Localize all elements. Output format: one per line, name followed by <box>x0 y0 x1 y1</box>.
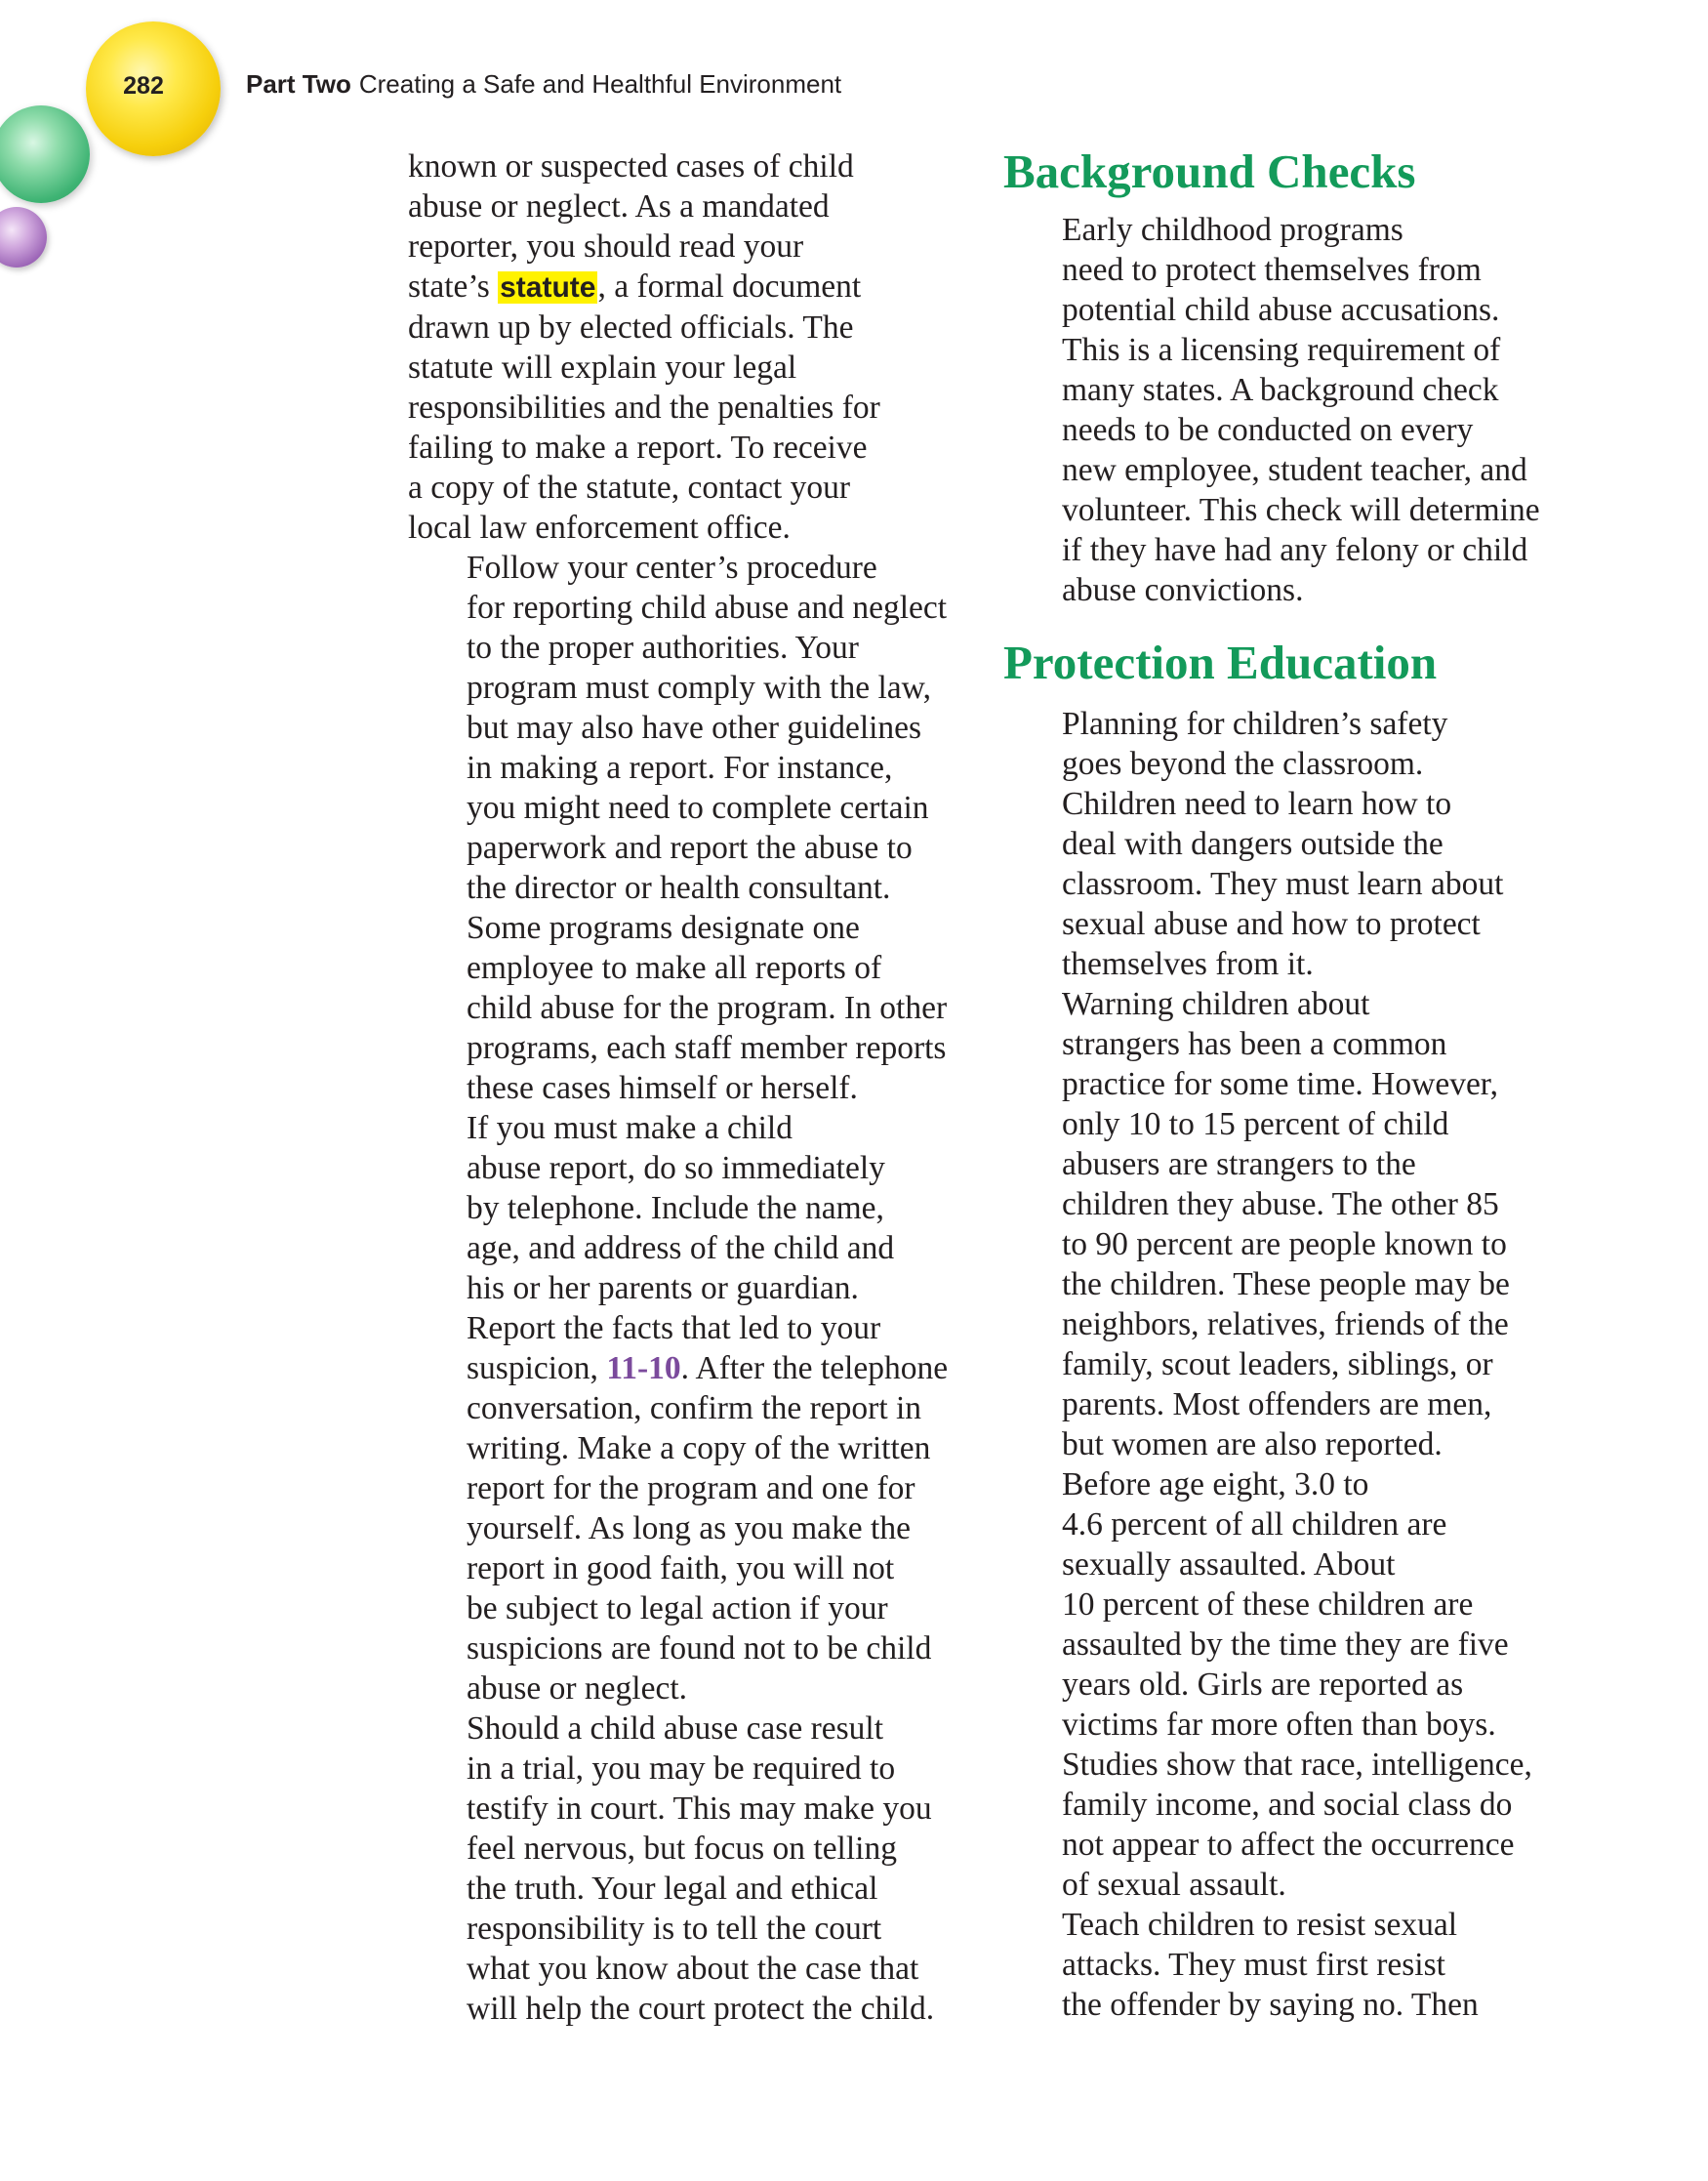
text-line: only 10 to 15 percent of child <box>1062 1106 1449 1142</box>
part-title: Creating a Safe and Healthful Environment <box>358 69 842 99</box>
text-line: family income, and social class do <box>1062 1787 1513 1823</box>
text-line: drawn up by elected officials. The <box>408 309 854 346</box>
text-line: his or her parents or guardian. <box>467 1270 859 1306</box>
text-line: Teach children to resist sexual <box>1062 1907 1458 1943</box>
left-column <box>408 146 966 2029</box>
text-line <box>408 1348 966 1388</box>
text-line: If you must make a child <box>467 1110 793 1146</box>
text-line: report in good faith, you will not <box>467 1550 895 1586</box>
paragraph-statute <box>408 146 966 548</box>
text-line: be subject to legal action if your <box>467 1590 888 1626</box>
text-fragment: . After the telephone <box>680 1350 949 1386</box>
text-fragment: suspicion, <box>467 1350 607 1386</box>
text-line: 10 percent of these children are <box>1062 1586 1474 1623</box>
text-line: you might need to complete certain <box>467 790 929 826</box>
text-line: conversation, confirm the report in <box>467 1390 922 1426</box>
text-line: Warning children about <box>1062 986 1370 1022</box>
text-line: testify in court. This may make you <box>467 1790 932 1827</box>
text-line: deal with dangers outside the <box>1062 826 1444 862</box>
figure-reference-link[interactable]: 11-10 <box>606 1350 681 1386</box>
text-line: age, and address of the child and <box>467 1230 895 1266</box>
text-line: failing to make a report. To receive <box>408 430 868 466</box>
section-heading-background-checks: Background Checks <box>1003 144 1416 198</box>
text-line: This is a licensing requirement of <box>1062 332 1501 368</box>
text-line: many states. A background check <box>1062 372 1499 408</box>
text-line: if they have had any felony or child <box>1062 532 1528 568</box>
text-line: will help the court protect the child. <box>467 1991 935 2027</box>
paragraph-safety-planning <box>1003 704 1569 984</box>
text-line: the offender by saying no. Then <box>1062 1987 1479 2023</box>
text-line: attacks. They must first resist <box>1062 1947 1445 1983</box>
text-line: victims far more often than boys. <box>1062 1707 1496 1743</box>
text-line: programs, each staff member reports <box>467 1030 947 1066</box>
text-line: by telephone. Include the name, <box>467 1190 884 1226</box>
text-line: reporter, you should read your <box>408 228 804 265</box>
text-line: family, scout leaders, siblings, or <box>1062 1346 1493 1382</box>
text-fragment: , a formal document <box>597 268 862 305</box>
paragraph-center-procedure <box>408 548 966 1108</box>
text-line: the children. These people may be <box>1062 1266 1510 1302</box>
text-line: to 90 percent are people known to <box>1062 1226 1507 1262</box>
text-line: in a trial, you may be required to <box>467 1750 896 1787</box>
text-line: the director or health consultant. <box>467 870 891 906</box>
text-line: parents. Most offenders are men, <box>1062 1386 1492 1422</box>
text-line: new employee, student teacher, and <box>1062 452 1527 488</box>
decorative-purple-ball <box>0 207 47 267</box>
text-line: responsibilities and the penalties for <box>408 390 880 426</box>
text-line: child abuse for the program. In other <box>467 990 948 1026</box>
text-line: responsibility is to tell the court <box>467 1911 882 1947</box>
right-column <box>1003 146 1569 2025</box>
text-line: Before age eight, 3.0 to <box>1062 1466 1369 1502</box>
text-line: need to protect themselves from <box>1062 252 1482 288</box>
text-line: abuse report, do so immediately <box>467 1150 885 1186</box>
text-line <box>408 267 966 308</box>
part-label: Part Two <box>246 69 351 99</box>
text-line: classroom. They must learn about <box>1062 866 1504 902</box>
text-line: feel nervous, but focus on telling <box>467 1831 897 1867</box>
text-line: but women are also reported. <box>1062 1426 1443 1462</box>
text-line: potential child abuse accusations. <box>1062 292 1500 328</box>
text-line: Studies show that race, intelligence, <box>1062 1747 1532 1783</box>
text-line: abuse or neglect. <box>467 1670 688 1707</box>
text-line: known or suspected cases of child <box>408 148 854 185</box>
text-line: suspicions are found not to be child <box>467 1630 932 1667</box>
text-line: to the proper authorities. Your <box>467 630 859 666</box>
text-line: volunteer. This check will determine <box>1062 492 1540 528</box>
paragraph-strangers <box>1003 984 1569 1464</box>
text-line: practice for some time. However, <box>1062 1066 1498 1102</box>
text-line: abusers are strangers to the <box>1062 1146 1416 1182</box>
text-line: not appear to affect the occurrence <box>1062 1827 1515 1863</box>
text-line: local law enforcement office. <box>408 510 791 546</box>
text-line: years old. Girls are reported as <box>1062 1667 1464 1703</box>
text-line: but may also have other guidelines <box>467 710 922 746</box>
text-line: abuse convictions. <box>1062 572 1304 608</box>
text-line: Should a child abuse case result <box>467 1710 884 1747</box>
text-fragment: state’s <box>408 268 499 305</box>
text-line: sexually assaulted. About <box>1062 1546 1396 1583</box>
text-line: Planning for children’s safety <box>1062 706 1448 742</box>
paragraph-background-checks <box>1003 210 1569 610</box>
text-line: writing. Make a copy of the written <box>467 1430 931 1466</box>
text-line: for reporting child abuse and neglect <box>467 590 948 626</box>
text-line: assaulted by the time they are five <box>1062 1626 1509 1663</box>
text-line: paperwork and report the abuse to <box>467 830 913 866</box>
text-line: what you know about the case that <box>467 1951 919 1987</box>
paragraph-trial <box>408 1708 966 2029</box>
text-line: needs to be conducted on every <box>1062 412 1474 448</box>
text-line: themselves from it. <box>1062 946 1314 982</box>
paragraph-resist <box>1003 1905 1569 2025</box>
text-line: statute will explain your legal <box>408 350 797 386</box>
text-line: sexual abuse and how to protect <box>1062 906 1481 942</box>
text-line: Children need to learn how to <box>1062 786 1452 822</box>
text-line: in making a report. For instance, <box>467 750 893 786</box>
page-number: 282 <box>123 72 164 100</box>
text-line: yourself. As long as you make the <box>467 1510 911 1546</box>
text-line: abuse or neglect. As a mandated <box>408 188 830 225</box>
text-line: neighbors, relatives, friends of the <box>1062 1306 1509 1342</box>
text-line: Some programs designate one <box>467 910 860 946</box>
text-line: 4.6 percent of all children are <box>1062 1506 1447 1543</box>
text-line: of sexual assault. <box>1062 1867 1286 1903</box>
text-line: these cases himself or herself. <box>467 1070 858 1106</box>
decorative-green-ball <box>0 105 90 203</box>
text-line: strangers has been a common <box>1062 1026 1447 1062</box>
paragraph-statistics <box>1003 1464 1569 1905</box>
key-term-statute: statute <box>500 271 596 304</box>
text-line: program must comply with the law, <box>467 670 932 706</box>
text-line: the truth. Your legal and ethical <box>467 1871 878 1907</box>
section-heading-protection-education: Protection Education <box>1003 636 1438 689</box>
text-line: goes beyond the classroom. <box>1062 746 1424 782</box>
text-line: Early childhood programs <box>1062 212 1403 248</box>
text-line: report for the program and one for <box>467 1470 915 1506</box>
text-line: a copy of the statute, contact your <box>408 470 851 506</box>
text-line: children they abuse. The other 85 <box>1062 1186 1499 1222</box>
paragraph-make-report <box>408 1108 966 1708</box>
running-head <box>246 69 841 100</box>
text-line: Follow your center’s procedure <box>467 550 877 586</box>
text-line: Report the facts that led to your <box>467 1310 881 1346</box>
text-line: employee to make all reports of <box>467 950 882 986</box>
